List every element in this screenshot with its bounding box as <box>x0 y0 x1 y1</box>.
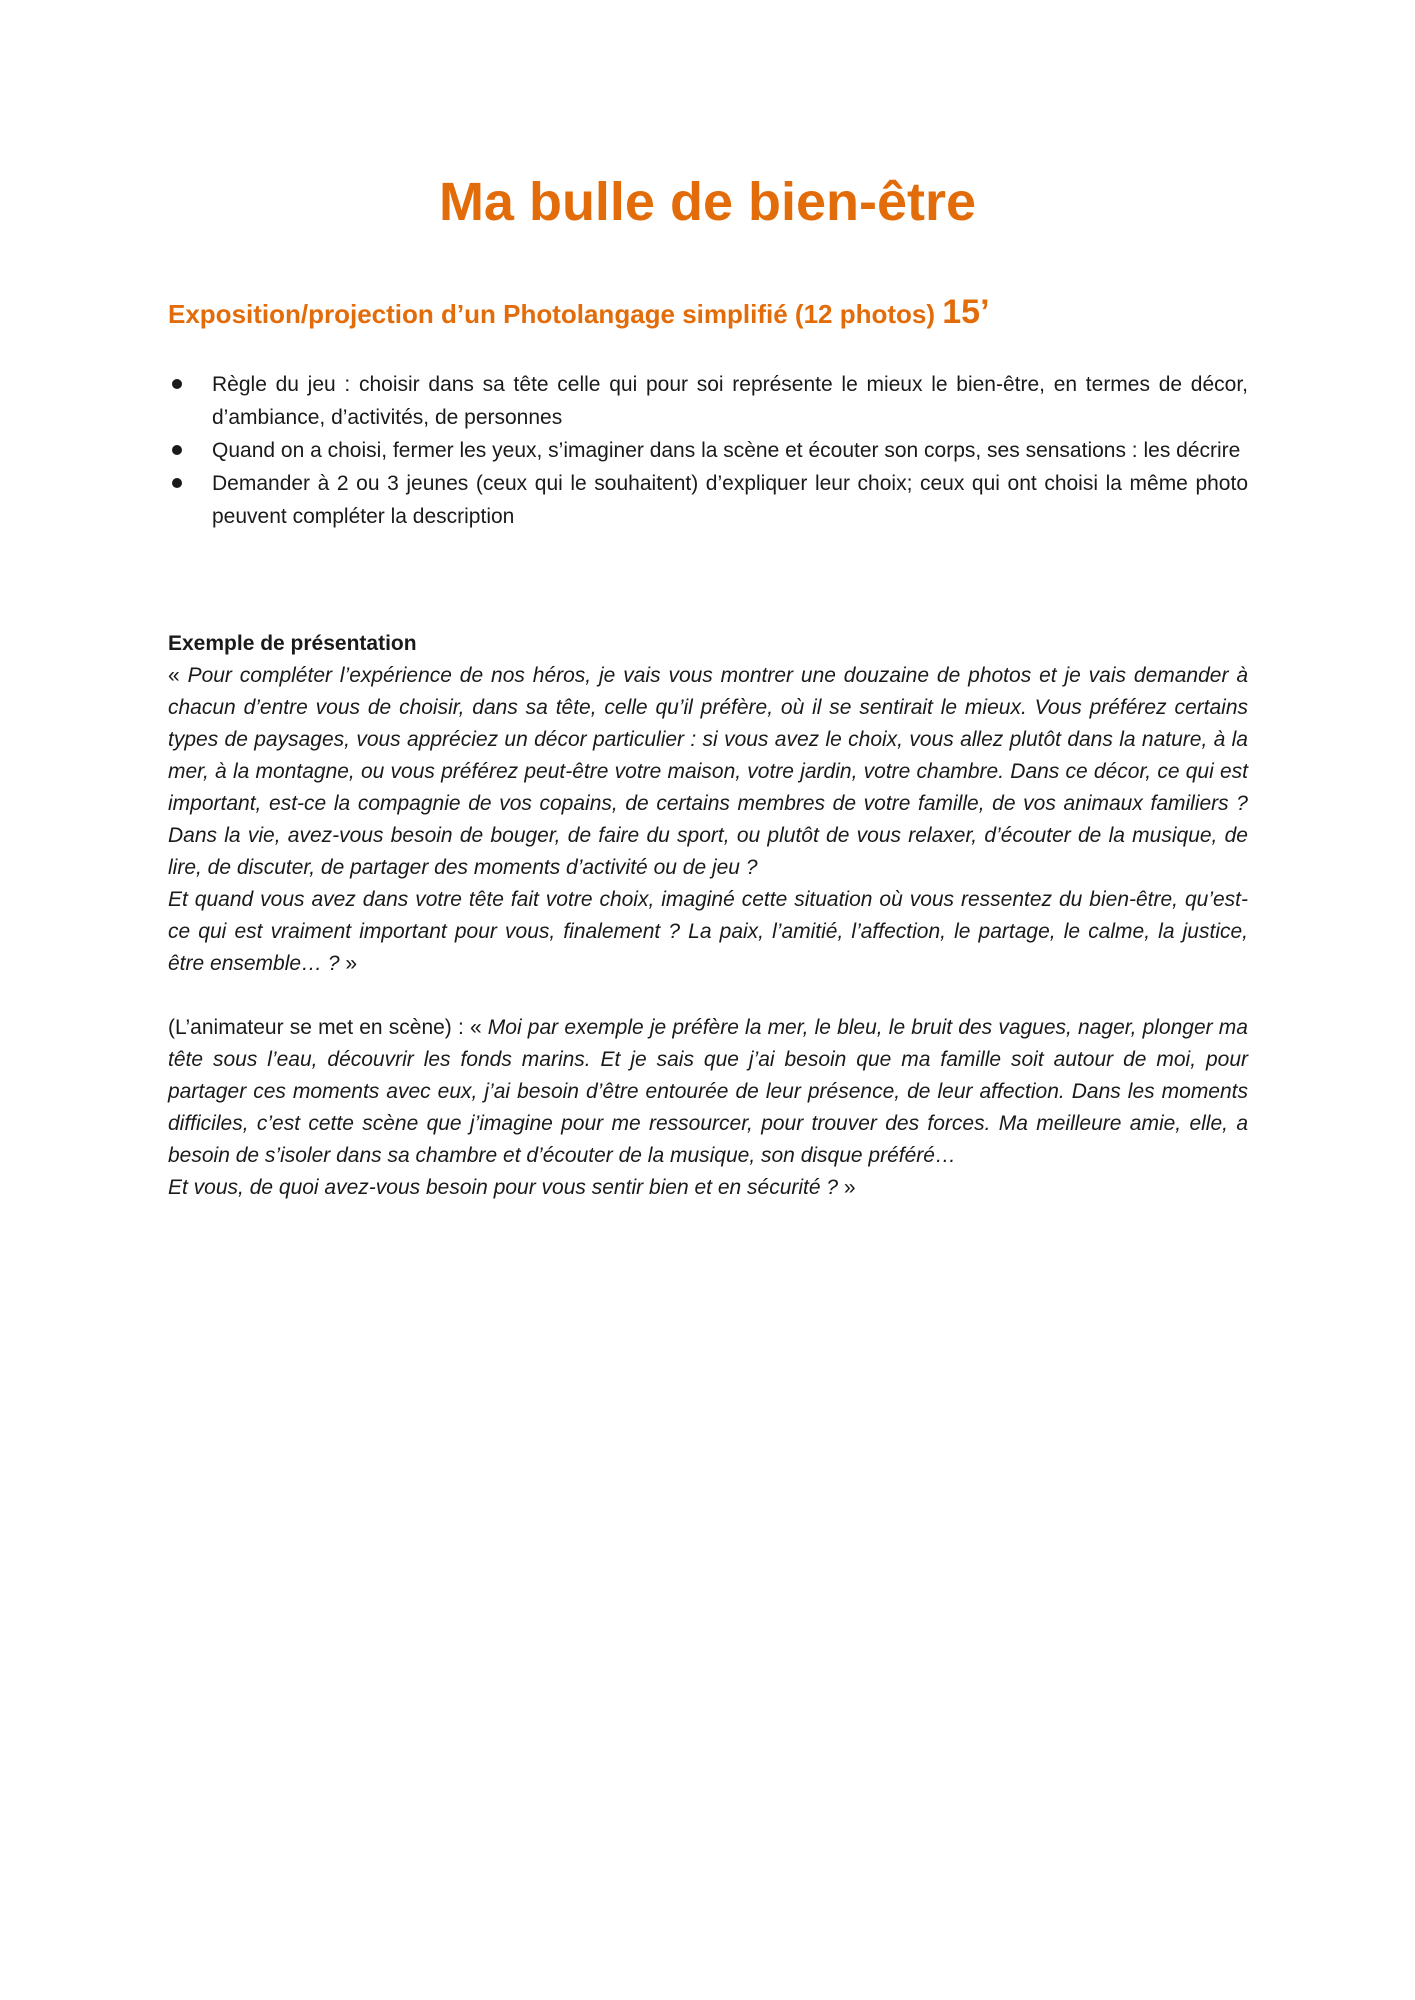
example-heading: Exemple de présentation <box>168 632 417 655</box>
example-paragraph <box>168 660 1248 884</box>
list-item-text: Règle du jeu : choisir dans sa tête celle qui pour soi représente le mieux le bien-être, en termes de décor, d’ambiance, d’activités, de personnes <box>212 373 1248 429</box>
example-text: Pour compléter l’expérience de nos héros, je vais vous montrer une douzaine de photos et je vais demander à chacun d’entre vous de choisir, dans sa tête, celle qu’il préfère, où il se sentirait le mieux. Vous préférez certains types de paysages, vous appréciez un décor particulier : si vous avez le choix, vous allez plutôt dans la nature, à la mer, à la montagne, ou vous préférez peut-être votre maison, votre jardin, votre chambre. Dans ce décor, ce qui est important, est-ce la compagnie de vos copains, de certains membres de votre famille, de vos animaux familiers ? Dans la vie, avez-vous besoin de bouger, de faire du sport, ou plutôt de vous relaxer, d’écouter de la musique, de lire, de discuter, de partager des moments d’activité ou de jeu ? <box>168 664 1249 879</box>
example-paragraph <box>168 884 1248 980</box>
section-subtitle <box>168 290 1247 334</box>
quote-close: » <box>339 952 358 975</box>
page-title: Ma bulle de bien-être <box>438 172 977 232</box>
animator-paragraph <box>168 1012 1248 1172</box>
list-item-text: Demander à 2 ou 3 jeunes (ceux qui le souhaitent) d’expliquer leur choix; ceux qui ont choisi la même photo peuvent compléter la description <box>212 472 1248 528</box>
animator-intro: (L’animateur se met en scène) : « <box>168 1016 488 1039</box>
list-item <box>168 434 1248 467</box>
spacer <box>168 980 1248 1012</box>
quote-open: « <box>168 664 188 687</box>
list-item <box>168 368 1248 434</box>
bullet-icon <box>172 379 182 389</box>
instruction-list <box>168 368 1248 533</box>
example-text: Et quand vous avez dans votre tête fait votre choix, imaginé cette situation où vous ressentez du bien-être, qu’est-ce qui est vraiment important pour vous, finalement ? La paix, l’amitié, l’affection, le partage, le calme, la justice, être ensemble… ? <box>168 888 1248 975</box>
bullet-icon <box>172 478 182 488</box>
example-section <box>168 628 1248 1204</box>
duration-label: 15’ <box>942 293 990 331</box>
quote-close: » <box>838 1176 856 1199</box>
animator-paragraph <box>168 1172 1248 1204</box>
bullet-icon <box>172 445 182 455</box>
subtitle-text: Exposition/projection d’un Photolangage simplifié (12 photos) <box>168 299 936 329</box>
animator-text: Et vous, de quoi avez-vous besoin pour vous sentir bien et en sécurité ? <box>168 1176 839 1199</box>
list-item-text: Quand on a choisi, fermer les yeux, s’imaginer dans la scène et écouter son corps, ses sensations : les décrire <box>212 439 1241 462</box>
animator-text: Moi par exemple je préfère la mer, le bleu, le bruit des vagues, nager, plonger ma tête sous l’eau, découvrir les fonds marins. Et je sais que j’ai besoin que ma famille soit autour de moi, pour partager ces moments avec eux, j’ai besoin d’être entourée de leur présence, de leur affection. Dans les moments difficiles, c’est cette scène que j’imagine pour me ressourcer, pour trouver des forces. Ma meilleure amie, elle, a besoin de s’isoler dans sa chambre et d’écouter de la musique, son disque préféré… <box>168 1016 1248 1167</box>
list-item <box>168 467 1248 533</box>
